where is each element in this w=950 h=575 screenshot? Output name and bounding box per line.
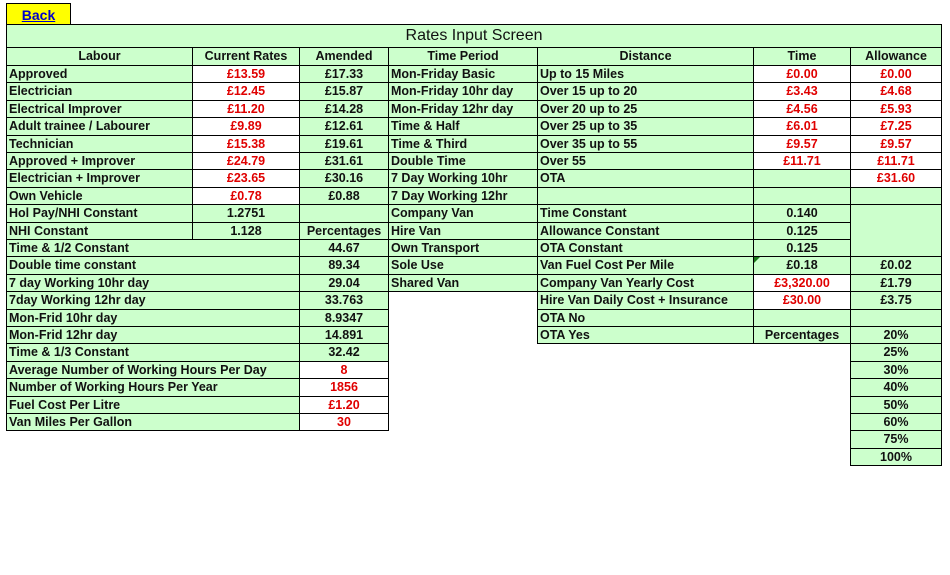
current-rate-input[interactable]: £15.38 xyxy=(192,135,300,153)
percentage-option: 50% xyxy=(850,396,942,414)
labour-label: Electrician + Improver xyxy=(6,169,193,188)
van-constant-label: OTA Constant xyxy=(537,239,754,257)
constant-label: Number of Working Hours Per Year xyxy=(6,378,300,397)
header-current-rates: Current Rates xyxy=(192,47,300,66)
constant-input[interactable]: 30 xyxy=(299,413,389,431)
percentage-option: 60% xyxy=(850,413,942,431)
constant-label: NHI Constant xyxy=(6,222,193,240)
van-constant-label: Time Constant xyxy=(537,204,754,223)
labour-label: Adult trainee / Labourer xyxy=(6,117,193,136)
distance-label: Over 35 up to 55 xyxy=(537,135,754,153)
labour-label: Electrical Improver xyxy=(6,100,193,118)
allowance-input[interactable]: £9.57 xyxy=(850,135,942,153)
constant-input[interactable]: 1856 xyxy=(299,378,389,397)
time-period-item: Own Transport xyxy=(388,239,538,257)
amended-rate: £14.28 xyxy=(299,100,389,118)
header-distance: Distance xyxy=(537,47,754,66)
van-constant-value: 0.125 xyxy=(753,239,851,257)
constant-label: Fuel Cost Per Litre xyxy=(6,396,300,414)
distance-label: OTA xyxy=(537,169,754,188)
time-period-item: Mon-Friday Basic xyxy=(388,65,538,83)
amended-rate: £15.87 xyxy=(299,82,389,101)
amended-rate: £0.88 xyxy=(299,187,389,205)
time-period-item: Double Time xyxy=(388,152,538,170)
van-cost-label: OTA No xyxy=(537,309,754,327)
van-cost-allowance: £3.75 xyxy=(850,291,942,310)
time-period-item: 7 Day Working 10hr xyxy=(388,169,538,188)
distance-label: Over 20 up to 25 xyxy=(537,100,754,118)
time-period-item: Sole Use xyxy=(388,256,538,275)
percentage-option: 25% xyxy=(850,343,942,362)
allowance-empty xyxy=(850,187,942,205)
constant-value: 89.34 xyxy=(299,256,389,275)
constant-label: Average Number of Working Hours Per Day xyxy=(6,361,300,379)
constant-label: Time & 1/3 Constant xyxy=(6,343,300,362)
constant-value: 8.9347 xyxy=(299,309,389,327)
van-cost-input[interactable]: £30.00 xyxy=(753,291,851,310)
amended-cell xyxy=(299,204,389,223)
amended-rate: £19.61 xyxy=(299,135,389,153)
amended-rate: £17.33 xyxy=(299,65,389,83)
percentage-option: 100% xyxy=(850,448,942,466)
time-period-item: Mon-Friday 12hr day xyxy=(388,100,538,118)
constant-value: 14.891 xyxy=(299,326,389,344)
van-cost-allowance: 20% xyxy=(850,326,942,344)
constant-label: 7day Working 12hr day xyxy=(6,291,300,310)
distance-label: Over 25 up to 35 xyxy=(537,117,754,136)
time-input[interactable]: £11.71 xyxy=(753,152,851,170)
allowance-input[interactable]: £11.71 xyxy=(850,152,942,170)
current-rate-input[interactable]: £0.78 xyxy=(192,187,300,205)
van-cost-label: Van Fuel Cost Per Mile xyxy=(537,256,754,275)
constant-input[interactable]: £1.20 xyxy=(299,396,389,414)
header-allowance: Allowance xyxy=(850,47,942,66)
current-rate-input[interactable]: £9.89 xyxy=(192,117,300,136)
van-cost-time xyxy=(753,309,851,327)
van-cost-time: Percentages xyxy=(753,326,851,344)
current-rate-input[interactable]: £11.20 xyxy=(192,100,300,118)
time-cell xyxy=(753,169,851,188)
distance-empty xyxy=(537,187,754,205)
labour-label: Approved xyxy=(6,65,193,83)
distance-label: Over 15 up to 20 xyxy=(537,82,754,101)
time-input[interactable]: £9.57 xyxy=(753,135,851,153)
current-rate-input[interactable]: £23.65 xyxy=(192,169,300,188)
van-cost-label: OTA Yes xyxy=(537,326,754,344)
time-period-item: Shared Van xyxy=(388,274,538,292)
constant-value: 29.04 xyxy=(299,274,389,292)
page-title: Rates Input Screen xyxy=(6,24,942,48)
header-time-period: Time Period xyxy=(388,47,538,66)
allowance-input[interactable]: £5.93 xyxy=(850,100,942,118)
constant-value: 1.128 xyxy=(192,222,300,240)
van-cost-allowance: £0.02 xyxy=(850,256,942,275)
constant-label: Hol Pay/NHI Constant xyxy=(6,204,193,223)
labour-label: Technician xyxy=(6,135,193,153)
allowance-input[interactable]: £7.25 xyxy=(850,117,942,136)
van-cost-label: Company Van Yearly Cost xyxy=(537,274,754,292)
comment-indicator-icon xyxy=(754,257,760,263)
back-link[interactable]: Back xyxy=(21,7,56,23)
distance-label: Up to 15 Miles xyxy=(537,65,754,83)
constant-label: Van Miles Per Gallon xyxy=(6,413,300,431)
van-cost-label: Hire Van Daily Cost + Insurance xyxy=(537,291,754,310)
allowance-input[interactable]: £0.00 xyxy=(850,65,942,83)
constant-value: 44.67 xyxy=(299,239,389,257)
time-input[interactable]: £3.43 xyxy=(753,82,851,101)
current-rate-input[interactable]: £13.59 xyxy=(192,65,300,83)
header-amended: Amended xyxy=(299,47,389,66)
amended-rate: £30.16 xyxy=(299,169,389,188)
labour-label: Approved + Improver xyxy=(6,152,193,170)
constant-input[interactable]: 8 xyxy=(299,361,389,379)
percentage-option: 30% xyxy=(850,361,942,379)
constant-value: 32.42 xyxy=(299,343,389,362)
amended-rate: £31.61 xyxy=(299,152,389,170)
distance-label: Over 55 xyxy=(537,152,754,170)
current-rate-input[interactable]: £24.79 xyxy=(192,152,300,170)
percentage-option: 40% xyxy=(850,378,942,397)
time-input[interactable]: £0.00 xyxy=(753,65,851,83)
constant-label: Mon-Frid 12hr day xyxy=(6,326,300,344)
allowance-input[interactable]: £31.60 xyxy=(850,169,942,188)
amended-cell: Percentages xyxy=(299,222,389,240)
time-period-item: Time & Third xyxy=(388,135,538,153)
header-labour: Labour xyxy=(6,47,193,66)
time-input[interactable]: £4.56 xyxy=(753,100,851,118)
amended-rate: £12.61 xyxy=(299,117,389,136)
time-period-item: 7 Day Working 12hr xyxy=(388,187,538,205)
labour-label: Electrician xyxy=(6,82,193,101)
constant-label: Double time constant xyxy=(6,256,300,275)
header-time: Time xyxy=(753,47,851,66)
van-cost-input[interactable]: £3,320.00 xyxy=(753,274,851,292)
labour-label: Own Vehicle xyxy=(6,187,193,205)
constant-value: 33.763 xyxy=(299,291,389,310)
allowance-input[interactable]: £4.68 xyxy=(850,82,942,101)
constant-label: 7 day Working 10hr day xyxy=(6,274,300,292)
van-cost-allowance xyxy=(850,309,942,327)
time-period-item: Mon-Friday 10hr day xyxy=(388,82,538,101)
van-constant-value: 0.140 xyxy=(753,204,851,223)
van-cost-allowance: £1.79 xyxy=(850,274,942,292)
van-constant-label: Allowance Constant xyxy=(537,222,754,240)
constant-label: Mon-Frid 10hr day xyxy=(6,309,300,327)
time-input[interactable]: £6.01 xyxy=(753,117,851,136)
time-period-item: Hire Van xyxy=(388,222,538,240)
constant-value: 1.2751 xyxy=(192,204,300,223)
constant-label: Time & 1/2 Constant xyxy=(6,239,300,257)
time-period-item: Company Van xyxy=(388,204,538,223)
percentage-option: 75% xyxy=(850,430,942,449)
van-cost-time: £0.18 xyxy=(753,256,851,275)
time-period-item: Time & Half xyxy=(388,117,538,136)
van-constant-value: 0.125 xyxy=(753,222,851,240)
allowance-merged-empty xyxy=(850,204,942,257)
back-button[interactable] xyxy=(6,3,71,25)
time-empty xyxy=(753,187,851,205)
current-rate-input[interactable]: £12.45 xyxy=(192,82,300,101)
